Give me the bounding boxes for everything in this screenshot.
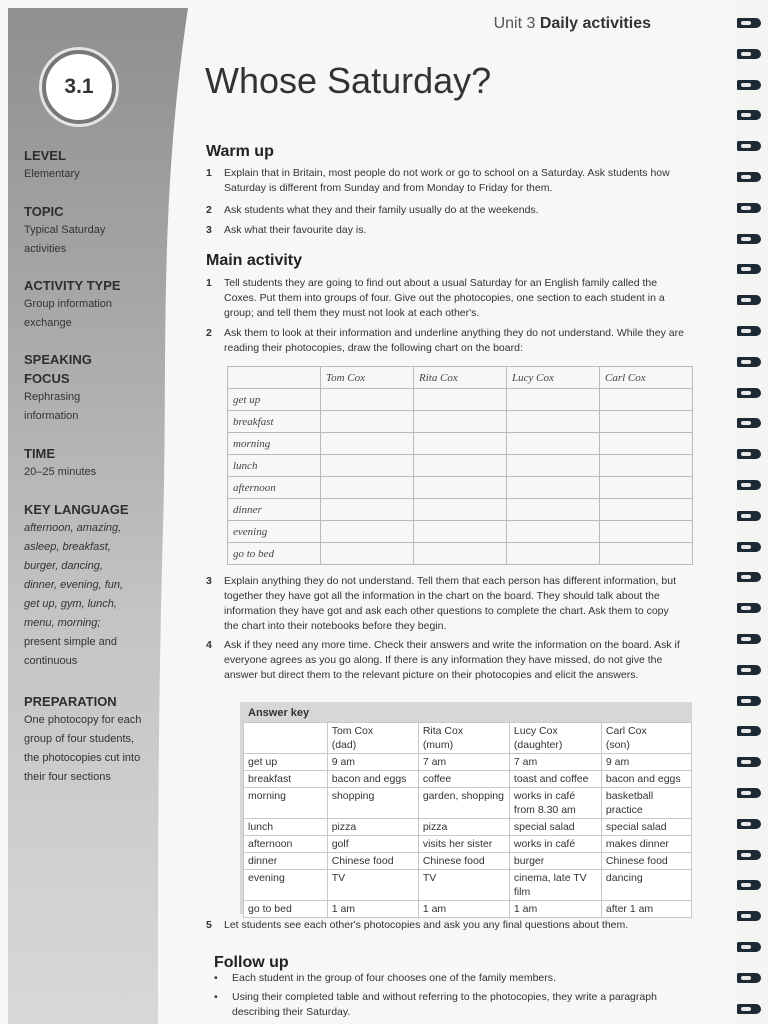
- chart-row: [228, 521, 693, 543]
- binding-ring: [737, 511, 761, 521]
- binding-ring: [737, 49, 761, 59]
- answer-cell: makes dinner: [601, 836, 691, 853]
- key-language-line: menu, morning;: [24, 617, 101, 629]
- speaking-focus-block: [24, 350, 174, 426]
- answer-cell: coffee: [418, 771, 509, 788]
- page-title: Whose Saturday?: [205, 60, 492, 101]
- item-number: 2: [206, 327, 212, 339]
- chart-row-label: lunch: [228, 455, 321, 477]
- bullet: •: [214, 972, 218, 984]
- chart-column-header: Rita Cox: [414, 367, 507, 389]
- chart-header-row: [228, 367, 693, 389]
- item-number: 1: [206, 277, 212, 289]
- speaking-focus-heading: SPEAKING: [24, 352, 92, 367]
- binding-ring: [737, 264, 761, 274]
- activity-type-line: Group information: [24, 298, 113, 310]
- binding-ring: [737, 850, 761, 860]
- chart-row: [228, 433, 693, 455]
- answer-cell: cinema, late TV film: [509, 870, 601, 901]
- preparation-line: the photocopies cut into: [24, 752, 141, 764]
- binding-ring: [737, 880, 761, 890]
- binding-ring: [737, 1004, 761, 1014]
- key-language-line: continuous: [24, 655, 78, 667]
- member-role: (daughter): [513, 739, 563, 751]
- binding-ring: [737, 634, 761, 644]
- chart-row-label: get up: [228, 389, 321, 411]
- answer-key-title: Answer key: [248, 707, 310, 719]
- item-text: Tell students they are going to find out about a usual Saturday for an English family called the Coxes. Put them into groups of four. Give out the photocopies, one section to each student in a group; and tell them they must not look at each other's.: [224, 277, 665, 319]
- binding-ring: [737, 665, 761, 675]
- binding-ring: [737, 788, 761, 798]
- binding-ring: [737, 110, 761, 120]
- activity-type-heading: ACTIVITY TYPE: [24, 278, 121, 293]
- key-language-block: [24, 500, 174, 671]
- binding-ring: [737, 141, 761, 151]
- main-item: [206, 638, 686, 683]
- preparation-line: One photocopy for each: [24, 714, 142, 726]
- time-heading: TIME: [24, 446, 56, 461]
- binding-ring: [737, 418, 761, 428]
- key-language-line: dinner, evening, fun,: [24, 579, 124, 591]
- topic-heading: TOPIC: [24, 204, 64, 219]
- member-role: (son): [605, 739, 630, 751]
- binding-ring: [737, 572, 761, 582]
- binding-ring: [737, 295, 761, 305]
- binding-ring: [737, 234, 761, 244]
- answer-row: [244, 788, 692, 819]
- chart-column-header: Carl Cox: [600, 367, 693, 389]
- item-text: Explain anything they do not understand. Tell them that each person has different information, but together they have got all the information in the chart on the board. They should talk about the information they have got and ask each other questions to complete the chart. Ask them to copy the chart into their notebooks before they begin.: [224, 575, 676, 632]
- board-chart: [227, 366, 693, 565]
- answer-row-label: dinner: [244, 853, 328, 870]
- followup-text: Each student in the group of four chooses one of the family members.: [232, 972, 556, 984]
- answer-cell: visits her sister: [418, 836, 509, 853]
- answer-row-label: breakfast: [244, 771, 328, 788]
- main-item: [206, 918, 686, 933]
- answer-row-label: evening: [244, 870, 328, 901]
- item-number: 1: [206, 167, 212, 179]
- key-language-line: burger, dancing,: [24, 560, 103, 572]
- answer-key-table: [243, 722, 692, 918]
- answer-cell: Chinese food: [418, 853, 509, 870]
- followup-text: Using their completed table and without referring to the photocopies, they write a paragraph describing their Saturday.: [232, 991, 657, 1018]
- level-value: Elementary: [24, 168, 80, 180]
- chart-row: [228, 389, 693, 411]
- answer-cell: works in café from 8.30 am: [509, 788, 601, 819]
- chart-row-label: morning: [228, 433, 321, 455]
- answer-cell: basketball practice: [601, 788, 691, 819]
- answer-cell: pizza: [327, 819, 418, 836]
- activity-type-line: exchange: [24, 317, 72, 329]
- member-name: Tom Cox: [331, 725, 374, 737]
- answer-row-label: go to bed: [244, 901, 328, 918]
- chart-row-label: afternoon: [228, 477, 321, 499]
- topic-block: [24, 202, 174, 259]
- binding-ring: [737, 819, 761, 829]
- chart-row-label: breakfast: [228, 411, 321, 433]
- member-role: (mum): [422, 739, 454, 751]
- item-number: 5: [206, 919, 212, 931]
- item-number: 2: [206, 204, 212, 216]
- item-text: Ask them to look at their information and underline anything they do not understand. While they are reading their photocopies, draw the following chart on the board:: [224, 327, 684, 354]
- answer-cell: Chinese food: [327, 853, 418, 870]
- answer-row: [244, 771, 692, 788]
- answer-cell: special salad: [601, 819, 691, 836]
- main-activity-heading: Main activity: [206, 252, 303, 269]
- key-language-line: get up, gym, lunch,: [24, 598, 117, 610]
- answer-row-label: morning: [244, 788, 328, 819]
- answer-cell: 9 am: [601, 754, 691, 771]
- answer-cell: TV: [327, 870, 418, 901]
- answer-cell: shopping: [327, 788, 418, 819]
- preparation-heading: PREPARATION: [24, 694, 117, 709]
- chart-corner: [228, 367, 321, 389]
- answer-cell: bacon and eggs: [601, 771, 691, 788]
- bullet: •: [214, 991, 218, 1003]
- answer-cell: 9 am: [327, 754, 418, 771]
- binding-ring: [737, 942, 761, 952]
- binding-ring: [737, 542, 761, 552]
- preparation-line: group of four students,: [24, 733, 135, 745]
- item-text: Explain that in Britain, most people do not work or go to school on a Saturday. Ask students how Saturday is different from Sunday and from Monday to Friday for them.: [224, 167, 670, 194]
- answer-column-header: [327, 723, 418, 754]
- answer-cell: works in café: [509, 836, 601, 853]
- answer-cell: bacon and eggs: [327, 771, 418, 788]
- answer-row: [244, 901, 692, 918]
- time-value: 20–25 minutes: [24, 466, 97, 478]
- speaking-focus-line: information: [24, 410, 79, 422]
- binding-ring: [737, 973, 761, 983]
- chart-row: [228, 499, 693, 521]
- answer-cell: after 1 am: [601, 901, 691, 918]
- topic-line: activities: [24, 243, 67, 255]
- answer-cell: 1 am: [509, 901, 601, 918]
- binding-ring: [737, 696, 761, 706]
- answer-cell: golf: [327, 836, 418, 853]
- speaking-focus-line: Rephrasing: [24, 391, 81, 403]
- chart-row: [228, 455, 693, 477]
- chart-row: [228, 411, 693, 433]
- badge-label: 3.1: [64, 75, 94, 98]
- binding-ring: [737, 603, 761, 613]
- preparation-block: [24, 692, 174, 787]
- answer-row: [244, 836, 692, 853]
- answer-cell: 1 am: [418, 901, 509, 918]
- binding-ring: [737, 18, 761, 28]
- binding-ring: [737, 726, 761, 736]
- key-language-line: present simple and: [24, 636, 117, 648]
- warmup-heading: Warm up: [206, 143, 274, 160]
- followup-heading: Follow up: [214, 954, 289, 971]
- answer-row-label: lunch: [244, 819, 328, 836]
- warmup-item: [206, 203, 686, 218]
- answer-row: [244, 819, 692, 836]
- binding-ring: [737, 911, 761, 921]
- item-text: Let students see each other's photocopies and ask you any final questions about them.: [224, 919, 629, 931]
- member-name: Lucy Cox: [513, 725, 558, 737]
- answer-cell: 1 am: [327, 901, 418, 918]
- level-block: [24, 146, 174, 184]
- key-language-line: afternoon, amazing,: [24, 522, 122, 534]
- chart-row-label: evening: [228, 521, 321, 543]
- unit-title: Daily activities: [539, 15, 651, 32]
- answer-cell: 7 am: [418, 754, 509, 771]
- answer-cell: Chinese food: [601, 853, 691, 870]
- activity-type-block: [24, 276, 174, 333]
- chart-row-label: go to bed: [228, 543, 321, 565]
- answer-column-header: [601, 723, 691, 754]
- binding-ring: [737, 80, 761, 90]
- member-name: Rita Cox: [422, 725, 464, 737]
- item-text: Ask if they need any more time. Check their answers and write the information on the board. Ask if everyone agrees as you go along. If there is any information they have missed, do not give the answer but direct them to the relevant picture on their photocopies and elicit the answers.: [224, 639, 680, 681]
- answer-cell: pizza: [418, 819, 509, 836]
- answer-row-label: get up: [244, 754, 328, 771]
- followup-item: [214, 990, 672, 1020]
- chart-column-header: Lucy Cox: [507, 367, 600, 389]
- chart-row: [228, 477, 693, 499]
- item-number: 4: [206, 639, 212, 651]
- binding-ring: [737, 449, 761, 459]
- key-language-line: asleep, breakfast,: [24, 541, 111, 553]
- answer-row: [244, 853, 692, 870]
- binding-ring: [737, 203, 761, 213]
- unit-header: [494, 15, 651, 33]
- answer-cell: TV: [418, 870, 509, 901]
- activity-number-badge: [42, 50, 116, 124]
- answer-header-row: [244, 723, 692, 754]
- answer-key-box: [240, 702, 692, 914]
- warmup-item: [206, 166, 686, 196]
- followup-item: [214, 971, 672, 986]
- binding-ring: [737, 357, 761, 367]
- main-item: [206, 276, 686, 321]
- binding-ring: [737, 326, 761, 336]
- preparation-line: their four sections: [24, 771, 111, 783]
- spiral-binding: [735, 0, 768, 1024]
- time-block: [24, 444, 174, 482]
- answer-column-header: [509, 723, 601, 754]
- chart-row-label: dinner: [228, 499, 321, 521]
- binding-ring: [737, 388, 761, 398]
- unit-number: Unit 3: [493, 15, 536, 32]
- main-item: [206, 574, 686, 634]
- chart-column-header: Tom Cox: [321, 367, 414, 389]
- answer-column-header: [418, 723, 509, 754]
- answer-cell: toast and coffee: [509, 771, 601, 788]
- item-number: 3: [206, 575, 212, 587]
- answer-row-label: afternoon: [244, 836, 328, 853]
- item-number: 3: [206, 224, 212, 236]
- topic-line: Typical Saturday: [24, 224, 106, 236]
- binding-ring: [737, 757, 761, 767]
- speaking-focus-heading: FOCUS: [24, 371, 70, 386]
- answer-cell: dancing: [601, 870, 691, 901]
- answer-row: [244, 754, 692, 771]
- binding-ring: [737, 172, 761, 182]
- warmup-item: [206, 223, 686, 238]
- chart-row: [228, 543, 693, 565]
- answer-row: [244, 870, 692, 901]
- answer-cell: garden, shopping: [418, 788, 509, 819]
- answer-cell: 7 am: [509, 754, 601, 771]
- level-heading: LEVEL: [24, 148, 66, 163]
- member-name: Carl Cox: [605, 725, 647, 737]
- answer-corner: [244, 723, 328, 754]
- item-text: Ask what their favourite day is.: [224, 224, 367, 236]
- answer-cell: special salad: [509, 819, 601, 836]
- member-role: (dad): [331, 739, 357, 751]
- item-text: Ask students what they and their family usually do at the weekends.: [224, 204, 539, 216]
- answer-cell: burger: [509, 853, 601, 870]
- sidebar: [8, 8, 188, 1024]
- key-language-heading: KEY LANGUAGE: [24, 502, 129, 517]
- main-item: [206, 326, 686, 356]
- binding-ring: [737, 480, 761, 490]
